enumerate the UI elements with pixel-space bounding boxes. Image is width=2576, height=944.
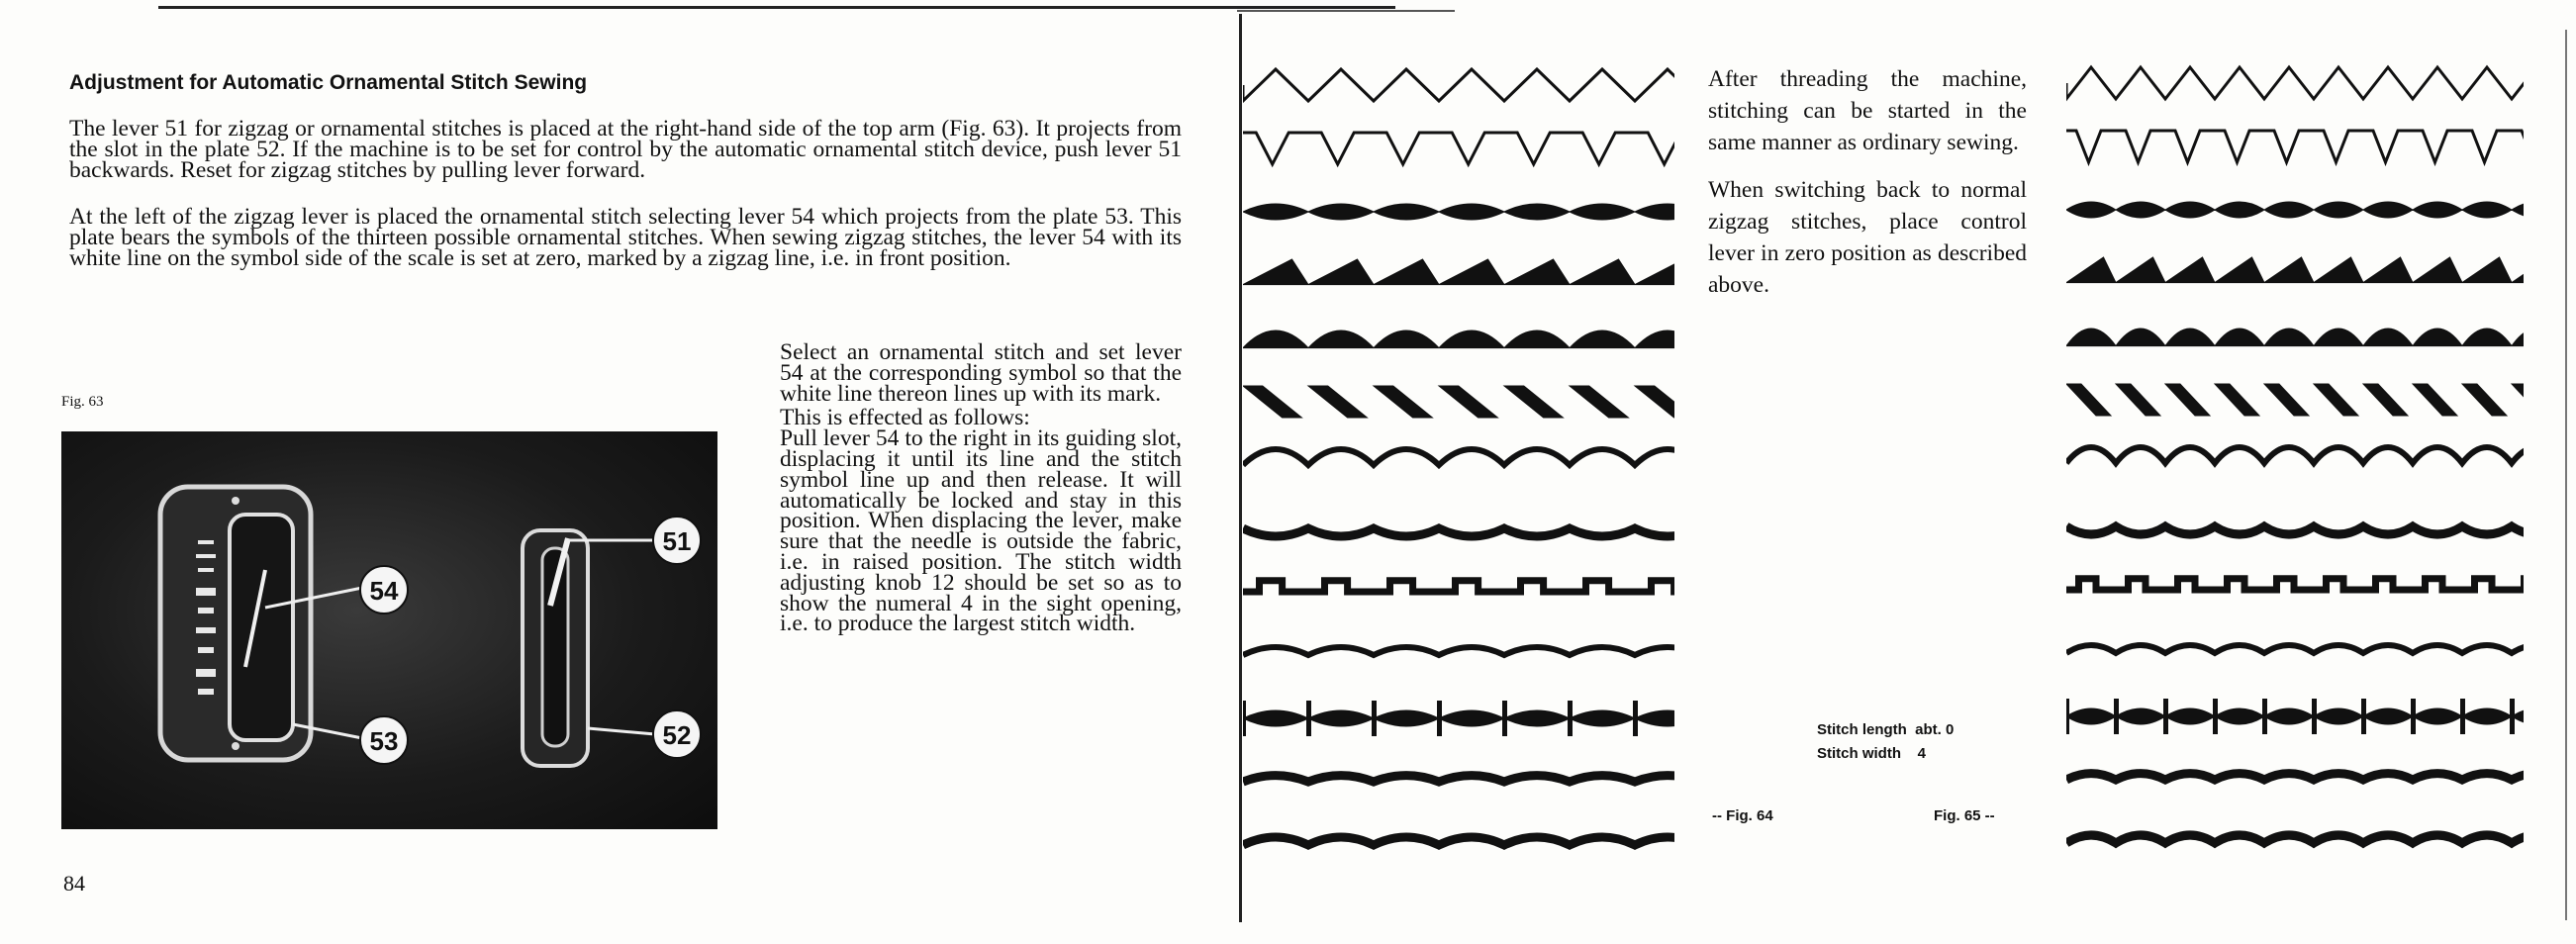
figure-label-64: -- Fig. 64: [1712, 807, 1773, 824]
stitch-bar-tack: [1243, 701, 1246, 736]
stitch-row-slant-block: [1243, 386, 1674, 418]
figure-label-63: Fig. 63: [61, 394, 104, 410]
stitch-row-step: [2066, 579, 2524, 590]
stitch-row-arch: [1243, 449, 1674, 465]
stitch-row-wave: [1243, 647, 1674, 655]
stitch-bar-tack: [2361, 699, 2366, 734]
svg-text:52: 52: [662, 720, 692, 750]
stitch-row-scallop: [2066, 329, 2524, 346]
callout-54: [360, 566, 408, 614]
stitch-bar-tack: [2460, 699, 2465, 734]
stitch-length-value: abt. 0: [1915, 721, 1955, 738]
figure-64-stitch-samples: [1243, 55, 1674, 887]
callout-51: [653, 517, 701, 564]
stitch-row-inverted-arch: [2066, 526, 2524, 534]
stitch-row-shark-tooth: [2066, 257, 2524, 283]
lever-plates-illustration: [61, 431, 717, 829]
top-rule: [158, 6, 1395, 9]
stitch-row-blind: [2066, 131, 2524, 162]
paragraph-lever-54: At the left of the zigzag lever is placed the ornamental stitch selecting lever 54 which projects from the plate 53. This plate bears the symbols of the thirteen possible ornamental stitches. When sewing zigzag stitches, the lever 54 with its white line on the symbol side of the scale is set at zero, marked by a zigzag line, i.e. in front position.: [69, 204, 1182, 271]
stitch-row-wave: [2066, 645, 2524, 653]
stitch-length-label: Stitch length: [1817, 721, 1907, 738]
stitch-row-heavy-wave: [1243, 776, 1674, 782]
paragraph-start-stitching: After threading the machine, stitching can be started in the same manner as ordinary sewing.: [1708, 66, 2027, 155]
stitch-row-satin-oval: [1243, 204, 1674, 220]
stitch-bar-tack: [1437, 701, 1442, 736]
stitch-row-scallop: [1243, 330, 1674, 348]
stitch-bar-tack: [1306, 701, 1311, 736]
instruction-select: Select an ornamental stitch and set lever 54 at the corresponding symbol so that the white line thereon lines up with its mark.: [780, 339, 1182, 407]
stitch-row-diamond-bar: [2066, 708, 2524, 724]
stitch-bar-tack: [1568, 701, 1573, 736]
stitch-row-shark-tooth: [1243, 259, 1674, 285]
figure-63-photo: [61, 431, 717, 829]
stitch-row-zigzag: [2066, 67, 2524, 99]
svg-text:54: 54: [369, 576, 399, 606]
svg-text:53: 53: [369, 726, 399, 756]
instruction-procedure: Pull lever 54 to the right in its guiding slot, displacing it until its line and the stitch symbol line up and then release. It will automatically be locked and stay in this position. When displacing the lever, make sure that the needle is outside the fabric, i.e. in raised position. The stitch width adjusting knob 12 should be set so as to show the numeral 4 in the sight opening, i.e. to produce the largest stitch width.: [780, 425, 1182, 637]
section-heading: Adjustment for Automatic Ornamental Stitch Sewing: [69, 71, 588, 94]
page-edge: [2565, 30, 2567, 920]
stitch-row-inverted-arch: [1243, 528, 1674, 536]
stitch-row-step: [1243, 581, 1674, 592]
stitch-settings: [1817, 718, 1954, 766]
stitch-bar-tack: [2262, 699, 2267, 734]
callout-52: [653, 710, 701, 758]
figure-65-stitch-samples: [2066, 53, 2524, 885]
stitch-row-satin-oval: [2066, 202, 2524, 218]
stitch-bar-tack: [2066, 699, 2069, 734]
stitch-row-slant-block: [2066, 384, 2524, 416]
stitch-bar-tack: [1502, 701, 1507, 736]
stitch-row-heavy-wave: [2066, 774, 2524, 780]
top-rule-extension: [1237, 10, 1455, 12]
stitch-bar-tack: [2213, 699, 2218, 734]
stitch-width-label: Stitch width: [1817, 745, 1901, 762]
paragraph-switch-back: When switching back to normal zigzag stitches, place control lever in zero position as described above.: [1708, 177, 2027, 298]
stitch-bar-tack: [1633, 701, 1638, 736]
stitch-bar-tack: [2411, 699, 2416, 734]
svg-text:51: 51: [662, 526, 692, 556]
book-spine: [1239, 14, 1242, 922]
stitch-row-serpentine: [2066, 835, 2524, 843]
screw-bottom: [232, 742, 239, 750]
instruction-effected: This is effected as follows:: [780, 405, 1030, 431]
figure-label-65: Fig. 65 --: [1934, 807, 1995, 824]
stitch-row-serpentine: [1243, 837, 1674, 845]
page-number: 84: [63, 871, 85, 896]
paragraph-lever-51: The lever 51 for zigzag or ornamental stitches is placed at the right-hand side of the top arm (Fig. 63). It projects from the slot in the plate 52. If the machine is to be set for control by the automatic ornamental stitch device, push lever 51 backwards. Reset for zigzag stitches by pulling lever forward.: [69, 116, 1182, 183]
lever-54-slot: [230, 515, 293, 740]
stitch-row-blind: [1243, 133, 1674, 164]
stitch-row-zigzag: [1243, 69, 1674, 101]
callout-53: [360, 716, 408, 764]
stitch-bar-tack: [2163, 699, 2168, 734]
right-page-text: [1708, 63, 2027, 317]
stitch-row-arch: [2066, 447, 2524, 463]
stitch-bar-tack: [1372, 701, 1377, 736]
stitch-bar-tack: [2114, 699, 2119, 734]
stitch-width-value: 4: [1917, 745, 1927, 762]
screw-top: [232, 497, 239, 505]
instruction-column: [780, 339, 1182, 638]
stitch-bar-tack: [2312, 699, 2317, 734]
stitch-bar-tack: [2510, 699, 2515, 734]
